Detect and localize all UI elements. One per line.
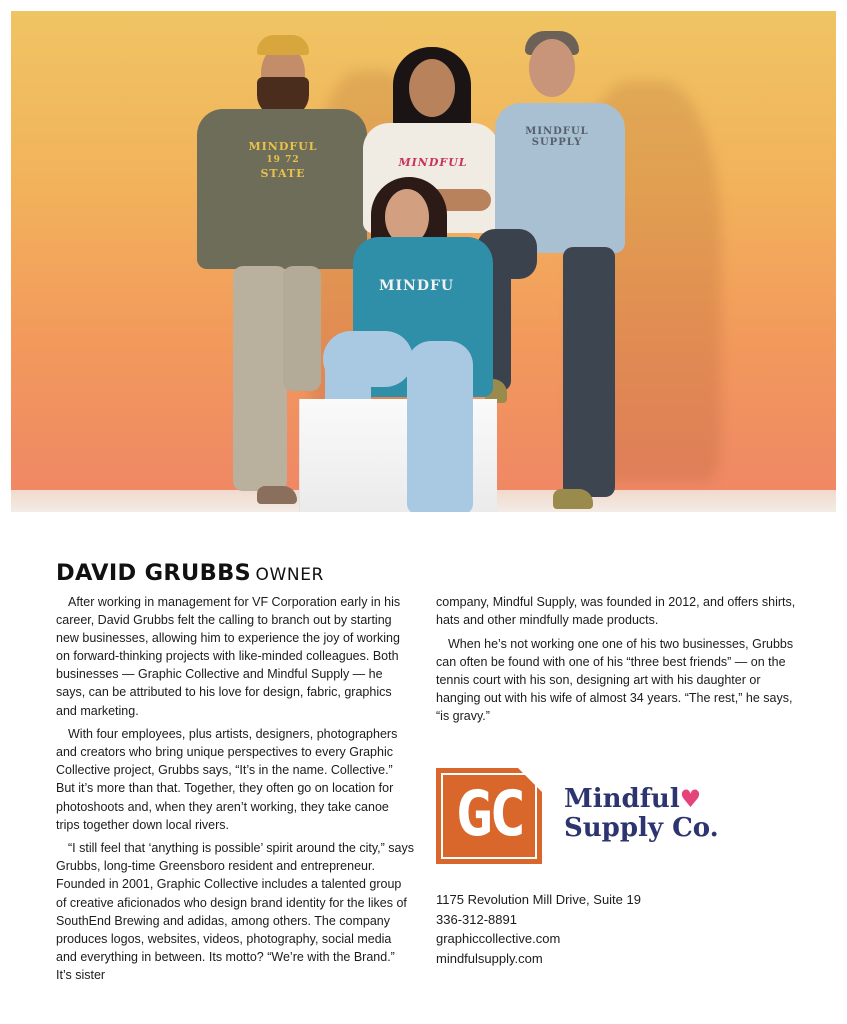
address: 1175 Revolution Mill Drive, Suite 19 (436, 892, 641, 907)
contact-info (436, 890, 641, 968)
mindful-supply-logo: Mindful♥ Supply Co. (564, 784, 719, 843)
phone: 336-312-8891 (436, 911, 517, 927)
article-headline (56, 560, 324, 586)
shirt-print-right: MINDFUL SUPPLY (525, 126, 589, 148)
team-photo (11, 11, 836, 512)
person-role: OWNER (255, 565, 324, 585)
article-column-left (56, 593, 414, 989)
article-paragraph: company, Mindful Supply, was founded in 2012, and offers shirts, hats and other mindfully made products. (436, 595, 796, 628)
article-paragraph: After working in management for VF Corporation early in his career, David Grubbs felt the calling to branch out by starting new businesses, allowing him to experience the joy of working on forward-thinking projects with like-minded colleagues. Both businesses — Graphic Collective and Mindful Supply — he says, can be attributed to his love for design, fabric, graphics and marketing. (56, 595, 401, 718)
shirt-print-left: MINDFUL 19 72 STATE (248, 140, 318, 180)
shirt-print-seated: MINDFU (379, 278, 455, 294)
graphic-collective-logo: GC (436, 768, 542, 864)
article-paragraph: With four employees, plus artists, designers, photographers and creators who bring unique perspectives to every Graphic Collective project, Grubbs says, “It’s in the name. Collective.” But it’s more than that. Together, they often go on location for photoshoots and, when they aren’t working, they take canoe trips together down local rivers. (56, 727, 398, 832)
website-link[interactable]: graphiccollective.com (436, 931, 561, 946)
heart-icon: ♥ (679, 784, 702, 813)
shirt-print-center: MINDFUL (398, 156, 468, 169)
person-name: DAVID GRUBBS (56, 560, 252, 586)
article-paragraph: When he’s not working one one of his two businesses, Grubbs can often be found with one of his “three best friends” — on the tennis court with his son, designing art with his daughter or hanging out with his wife of almost 34 years. “The rest,” he says, “is gravy.” (436, 636, 794, 724)
website-link[interactable]: mindfulsupply.com (436, 950, 543, 966)
article-column-right (436, 593, 796, 731)
article-paragraph: “I still feel that ‘anything is possible’ spirit around the city,” says Grubbs, long-time Greensboro resident and entrepreneur. Founded in 2001, Graphic Collective includes a talented group of creative aficionados who design brand identity for the likes of SouthEnd Brewing and adidas, among others. The company produces logos, websites, videos, photography, social media and everything in between. Its motto? “We’re with the Brand.” It’s sister (56, 841, 414, 982)
